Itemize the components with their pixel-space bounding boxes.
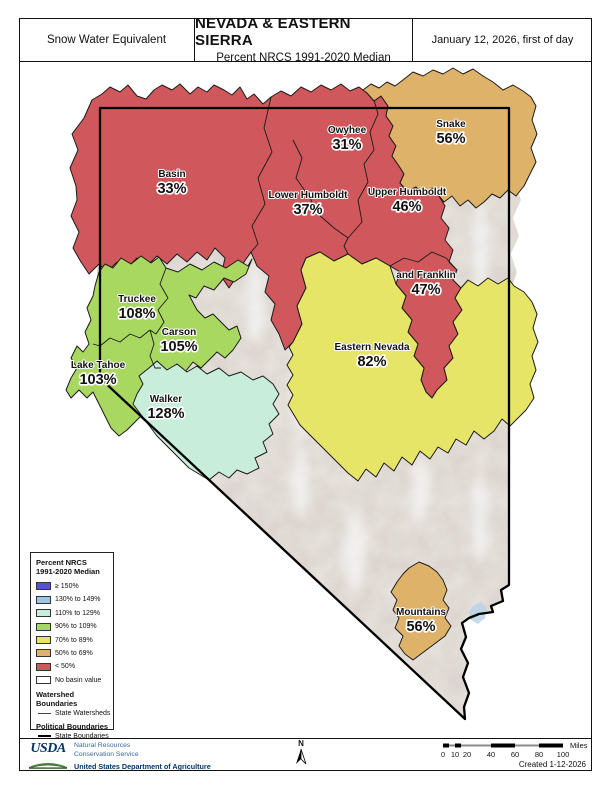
legend-political-heading: Political Boundaries [36, 721, 109, 731]
basin-value-walker: 128% [147, 406, 185, 422]
legend-row: < 50% [36, 660, 109, 673]
scale-tick-label: 80 [534, 750, 544, 759]
legend-row: 130% to 149% [36, 593, 109, 606]
basin-value-upper_humboldt: 46% [392, 199, 422, 215]
basin-name-eastern_nevada: Eastern Nevada [334, 342, 410, 353]
north-arrow-icon [294, 748, 308, 765]
watershed-line-sample [38, 713, 51, 714]
scale-unit-label: Miles [570, 741, 588, 750]
basin-value-and_franklin: 47% [411, 282, 441, 298]
basin-name-carson: Carson [161, 327, 197, 338]
legend-row: No basin value [36, 673, 109, 686]
legend [30, 552, 114, 740]
legend-title: Percent NRCS 1991-2020 Median [36, 558, 100, 577]
basin-name-basin: Basin [158, 169, 186, 180]
legend-watershed-heading: Watershed Boundaries [36, 689, 78, 708]
scale-tick-label: 100 [556, 750, 570, 759]
basin-value-mountains: 56% [406, 619, 436, 635]
basin-value-eastern_nevada: 82% [357, 354, 387, 370]
legend-swatch [36, 649, 51, 657]
basin-name-truckee: Truckee [118, 294, 156, 305]
basin-value-snake: 56% [436, 131, 466, 147]
legend-swatch [36, 623, 51, 631]
legend-swatch [36, 596, 51, 604]
legend-watershed-row: State Watersheds [36, 708, 109, 719]
page-subtitle: Percent NRCS 1991-2020 Median [216, 52, 391, 64]
basin-value-owyhee: 31% [332, 137, 362, 153]
basin-value-basin: 33% [157, 181, 187, 197]
legend-row: 70% to 89% [36, 633, 109, 646]
basin-name-lower_humboldt: Lower Humboldt [268, 190, 348, 201]
legend-swatch [36, 663, 51, 671]
legend-swatch [36, 636, 51, 644]
state-line-sample [38, 735, 51, 737]
basin-value-truckee: 108% [118, 306, 156, 322]
page-title: NEVADA & EASTERN SIERRA [195, 15, 351, 49]
agency-line1: Natural Resources [74, 742, 131, 749]
scale-tick-label: 40 [486, 750, 496, 759]
report-date: January 12, 2026, first of day [431, 33, 574, 46]
usda-swoosh-icon [28, 760, 68, 769]
agency-line3: United States Department of Agriculture [74, 761, 211, 771]
scale-tick-label: 0 [440, 750, 446, 759]
scale-tick-label: 60 [510, 750, 520, 759]
basin-name-snake: Snake [436, 119, 466, 130]
header-left-cell [19, 18, 195, 61]
north-arrow [290, 740, 312, 770]
scale-tick-label: 20 [462, 750, 472, 759]
basin-value-lower_humboldt: 37% [293, 202, 323, 218]
usda-logo [28, 742, 68, 774]
basin-name-mountains: Mountains [396, 607, 446, 618]
legend-political-row: State Boundaries [36, 731, 109, 742]
legend-row: ≥ 150% [36, 580, 109, 593]
basin-value-carson: 105% [160, 339, 198, 355]
agency-line2: Conservation Service [74, 750, 139, 758]
agency-block [74, 742, 211, 771]
basin-value-lake_tahoe: 103% [79, 372, 117, 388]
header-date-cell [413, 18, 592, 61]
basin-name-lake_tahoe: Lake Tahoe [70, 360, 126, 371]
header [19, 15, 592, 64]
header-title-cell [195, 15, 413, 64]
legend-swatch [36, 676, 51, 684]
usda-logo-text: USDA [30, 741, 66, 756]
legend-swatch [36, 582, 51, 590]
snow-water-equivalent-label: Snow Water Equivalent [46, 33, 167, 46]
north-label: N [298, 739, 304, 748]
legend-row: 50% to 69% [36, 647, 109, 660]
scale-bar-segments [443, 744, 563, 748]
legend-row: 90% to 109% [36, 620, 109, 633]
basin-name-upper_humboldt: Upper Humboldt [367, 187, 447, 198]
basin-name-walker: Walker [149, 394, 183, 405]
legend-swatch [36, 609, 51, 617]
basin-name-and_franklin: and Franklin [396, 270, 456, 281]
scale-tick-label: 10 [450, 750, 460, 759]
basin-name-owyhee: Owyhee [327, 125, 367, 136]
legend-row: 110% to 129% [36, 607, 109, 620]
created-date: Created 1-12-2026 [518, 760, 586, 769]
